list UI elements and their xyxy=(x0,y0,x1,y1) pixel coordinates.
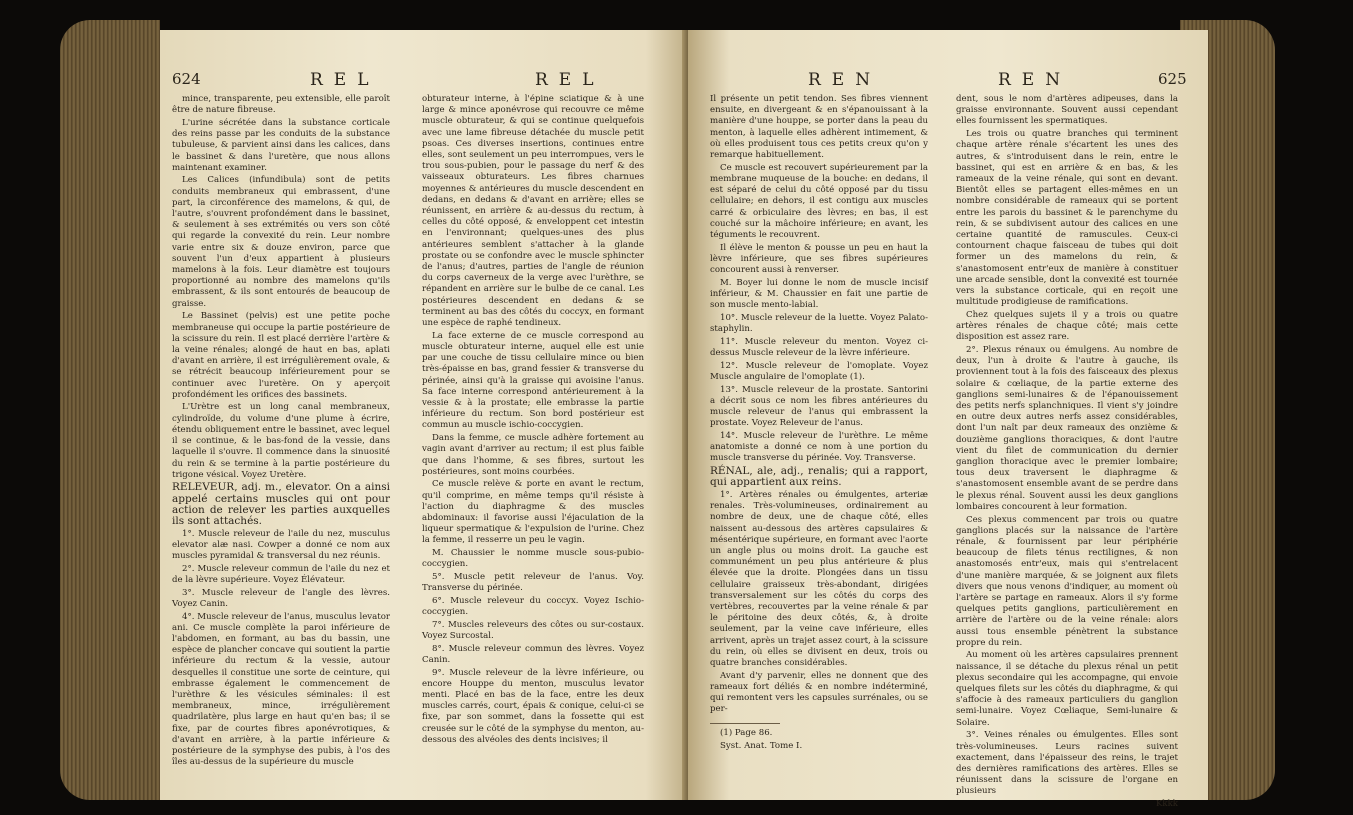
paragraph: dent, sous le nom d'artères adipeuses, dans la graisse environnante. Souvent aussi cependant elles fournissent les spermatiques. xyxy=(956,94,1178,127)
running-head-right-2: REN xyxy=(998,70,1072,90)
page-number-left: 624 xyxy=(172,70,201,88)
paragraph: Ce muscle relève & porte en avant le rectum, qu'il comprime, en même temps qu'il résiste à l'action du diaphragme & des muscles abdominaux: il favorise aussi l'éjaculation de la liqueur spermatique & l'expulsion de l'urine. Chez la femme, il resserre un peu le vagin. xyxy=(422,479,644,546)
paragraph: Chez quelques sujets il y a trois ou quatre artères rénales de chaque côté; mais cette disposition est assez rare. xyxy=(956,309,1178,343)
paragraph: L'urine sécrétée dans la substance corticale des reins passe par les conduits de la substance tubuleuse, & parvient ainsi dans les calices, dans le bassinet & dans l'uretère, que nous allons maintenant examiner. xyxy=(172,117,390,173)
right-page xyxy=(688,30,1208,810)
left-page-column-1 xyxy=(172,94,390,770)
list-item: 7°. Muscles releveurs des côtes ou sur-costaux. Voyez Surcostal. xyxy=(422,619,644,642)
list-item: 13°. Muscle releveur de la prostate. Santorini a décrit sous ce nom les fibres antérieures du muscle releveur de l'anus qui embrassent la prostate. Voyez Releveur de l'anus. xyxy=(710,384,928,429)
paragraph: Les Calices (infundibula) sont de petits conduits membraneux qui embrassent, d'une part, la circonférence des mamelons, & qui, de l'autre, s'ouvrent profondément dans le bassinet, & seulement à ses extrémités ou vers son côté qui regarde la convexité du rein. Leur nombre varie entre six & douze environ, parce que souvent l'un d'eux appartient à plusieurs mamelons à la fois. Leur diamètre est toujours proportionné au nombre des mamelons qu'ils embrassent, & ils sont entourés de beaucoup de graisse. xyxy=(172,175,390,309)
left-page-column-2 xyxy=(422,94,644,748)
paragraph: La face externe de ce muscle correspond au muscle obturateur interne, auquel elle est unie par une couche de tissu cellulaire mince ou bien très-épaisse en bas, grand fessier & transverse du périnée, ainsi qu'à la graisse qui avoisine l'anus. Sa face interne correspond antérieurement à la vessie & à la prostate; elle embrasse la partie inférieure du rectum. Son bord postérieur est commun au muscle ischio-coccygien. xyxy=(422,330,644,431)
paragraph: Dans la femme, ce muscle adhère fortement au vagin avant d'arriver au rectum; il est plus faible que dans l'homme, & ses fibres, surtout les postérieures, sont moins courbées. xyxy=(422,433,644,477)
list-item: 9°. Muscle releveur de la lèvre inférieure, ou encore Houppe du menton, musculus levator menti. Placé en bas de la face, entre les deux muscles carrés, court, épais & conique, celui-ci se fixe, par son sommet, dans la fossette qui est creusée sur le côté de la symphyse du menton, au-dessous des alvéoles des dents incisives; il xyxy=(422,667,644,745)
list-item: 2°. Muscle releveur commun de l'aile du nez et de la lèvre supérieure. Voyez Élévateur. xyxy=(172,563,390,586)
list-item: 2°. Plexus rénaux ou émulgens. Au nombre de deux, l'un à droite & l'autre à gauche, ils proviennent tout à la fois des faisceaux des plexus solaire & cœliaque, de la partie externe des ganglions semi-lunaires & de l'épanouissement des petits nerfs splanchniques. Il vient s'y joindre en outre deux autres nerfs assez considérables, dont l'un naît par deux rameaux des onzième & douzième ganglions thoraciques, & dont l'autre vient du filet de communication du dernier ganglion thoracique avec le premier lombaire; tous deux traversent le diaphragme & s'anastomosent ensemble avant de se perdre dans le plexus rénal. Souvent aussi les deux ganglions lombaires concourent à leur formation. xyxy=(956,344,1178,512)
list-item: 3°. Muscle releveur de l'angle des lèvres. Voyez Canin. xyxy=(172,587,390,609)
right-page-column-1 xyxy=(710,94,928,754)
paragraph: M. Chaussier le nomme muscle sous-pubio-coccygien. xyxy=(422,548,644,570)
list-item: 1°. Artères rénales ou émulgentes, arteriæ renales. Très-volumineuses, ordinairement au nombre de deux, une de chaque côté, elles naissent au-dessous des artères capsulaires & mésentérique supérieure, en formant avec l'aorte un angle plus ou moins droit. La gauche est communément un peu plus antérieure & plus élevée que la droite. Plongées dans un tissu cellulaire graisseux très-abondant, dirigées transversalement sur les côtés du corps des vertèbres, recouvertes par la veine rénale & par le péritoine des deux côtés, &, à droite seulement, par la veine cave inférieure, elles arrivent, après un trajet assez court, à la scissure du rein, où elles se divisent en deux, trois ou quatre branches considérables. xyxy=(710,489,928,668)
paragraph: mince, transparente, peu extensible, elle paroît être de nature fibreuse. xyxy=(172,94,390,116)
list-item: 11°. Muscle releveur du menton. Voyez ci-dessus Muscle releveur de la lèvre inférieure. xyxy=(710,336,928,358)
running-head-right-1: REN xyxy=(808,70,882,90)
paragraph: Il présente un petit tendon. Ses fibres viennent ensuite, en divergeant & en s'épanouissant à la manière d'une houppe, se porter dans la peau du menton, à laquelle elles adhèrent intimement, & où elles produisent tous ces petits creux qu'on y remarque habituellement. xyxy=(710,94,928,161)
footnote-source: Syst. Anat. Tome I. xyxy=(720,741,803,752)
page-number-right: 625 xyxy=(1158,70,1187,88)
paragraph: Le Bassinet (pelvis) est une petite poche membraneuse qui occupe la partie postérieure de la scissure du rein. Il est placé derrière l'artère & la veine rénales; alongé de haut en bas, aplati d'avant en arrière, il est irrégulièrement ovale, & se rétrécit beaucoup inférieurement pour se continuer avec l'uretère. On y aperçoit profondément les orifices des bassinets. xyxy=(172,311,390,400)
page-edges-left xyxy=(60,20,160,800)
list-item: 14°. Muscle releveur de l'urèthre. Le même anatomiste a donné ce nom à une portion du muscle transverse du périnée. Voy. Transverse. xyxy=(710,430,928,464)
signature-mark: Kkkk xyxy=(1155,799,1178,810)
entry-heading-releveur: RELEVEUR, adj. m., elevator. On a ainsi appelé certains muscles qui ont pour action de relever les parties auxquelles ils sont attachés. xyxy=(172,481,390,528)
list-item: 6°. Muscle releveur du coccyx. Voyez Ischio-coccygien. xyxy=(422,595,644,618)
list-item: 4°. Muscle releveur de l'anus, musculus levator ani. Ce muscle complète la paroi inférieure de l'abdomen, en formant, au bas du bassin, une espèce de plancher concave qui soutient la partie inférieure du rectum & la vessie, autour desquelles il constitue une sorte de ceinture, qui embrasse également le commencement de l'urèthre & les vésicules séminales: il est membraneux, mince, irrégulièrement quadrilatère, plus large en haut qu'en bas; il se fixe, par de courtes fibres aponévrotiques, & d'avant en arrière, à la partie inférieure & postérieure de la symphyse des pubis, à l'os des îles au-dessus de la supérieure du muscle xyxy=(172,611,390,768)
paragraph: Au moment où les artères capsulaires prennent naissance, il se détache du plexus rénal un petit plexus secondaire qui les accompagne, qui envoie quelques filets sur les côtés du diaphragme, & qui s'affocie à des rameaux particuliers du ganglion semi-lunaire. Voyez Cœliaque, Semi-lunaire & Solaire. xyxy=(956,650,1178,728)
list-item: 5°. Muscle petit releveur de l'anus. Voy. Transverse du périnée. xyxy=(422,572,644,594)
paragraph: Ce muscle est recouvert supérieurement par la membrane muqueuse de la bouche: en dedans, il est séparé de celui du côté opposé par du tissu cellulaire; en dehors, il est contigu aux muscles carré & orbiculaire des lèvres; en bas, il est couché sur la mâchoire inférieure; en avant, les téguments le recouvrent. xyxy=(710,162,928,240)
running-head-left-1: REL xyxy=(310,70,380,90)
paragraph: L'Urètre est un long canal membraneux, cylindroïde, du volume d'une plume à écrire, étendu obliquement entre le bassinet, avec lequel il se continue, & le bas-fond de la vessie, dans laquelle il s'ouvre. Il commence dans la sinuosité du rein & se termine à la partie postérieure du trigone vésical. Voyez Uretère. xyxy=(172,402,390,480)
entry-heading-renal: RÉNAL, ale, adj., renalis; qui a rapport, qui appartient aux reins. xyxy=(710,465,928,489)
right-page-column-2 xyxy=(956,94,1178,812)
running-head-left-2: REL xyxy=(535,70,605,90)
list-item: 8°. Muscle releveur commun des lèvres. Voyez Canin. xyxy=(422,643,644,665)
footnote: (1) Page 86. xyxy=(720,728,773,739)
list-item: 10°. Muscle releveur de la luette. Voyez Palato-staphylin. xyxy=(710,312,928,335)
paragraph: Ces plexus commencent par trois ou quatre ganglions placés sur la naissance de l'artère rénale, & fournissent par leur périphérie beaucoup de filets ténus rectilignes, & non anastomosés entr'eux, mais qui s'entrelacent d'une manière marquée, & se joignent aux filets divers que nous venons d'indiquer, au moment où l'artère se partage en rameaux. Alors il s'y forme quelques petits ganglions, particulièrement en arrière de l'artère ou de la veine rénale: alors aussi tous ensemble pénètrent la substance propre du rein. xyxy=(956,514,1178,648)
list-item: 3°. Veines rénales ou émulgentes. Elles sont très-volumineuses. Leurs racines suivent exactement, dans l'épaisseur des reins, le trajet des dernières ramifications des artères. Elles se réunissent dans la scissure de l'organe en plusieurs xyxy=(956,730,1178,797)
paragraph: obturateur interne, à l'épine sciatique & à une large & mince aponévrose qui recouvre ce même muscle obturateur, & qui se continue quelquefois avec une lame fibreuse détachée du muscle petit psoas. Ces diverses insertions, continues entre elles, sont seulement un peu interrompues, vers le trou sous-pubien, pour le passage du nerf & des vaisseaux obturateurs. Les fibres charnues moyennes & antérieures du muscle descendent en dedans, en dedans & d'avant en arrière; elles se réunissent, en arrière & au-dessus du rectum, à celles du côté opposé, & enveloppent cet intestin en l'environnant; quelques-unes des plus antérieures semblent s'attacher à la glande prostate ou se confondre avec le muscle sphincter de l'anus; d'autres, parties de l'angle de réunion du corps caverneux de la verge avec l'urèthre, se répandent en arrière sur le bulbe de ce canal. Les postérieures descendent en dedans & se terminent au bas des côtés du coccyx, en formant une espèce de raphé tendineux. xyxy=(422,94,644,329)
left-page xyxy=(160,30,688,800)
list-item: 1°. Muscle releveur de l'aile du nez, musculus elevator alæ nasi. Cowper a donné ce nom aux muscles pyramidal & transversal du nez réunis. xyxy=(172,528,390,562)
list-item: 12°. Muscle releveur de l'omoplate. Voyez Muscle angulaire de l'omoplate (1). xyxy=(710,360,928,382)
paragraph: Les trois ou quatre branches qui terminent chaque artère rénale s'écartent les unes des autres, & s'introduisent dans le rein, entre le bassinet, qui est en arrière & en bas, & les rameaux de la veine rénale, qui sont en devant. Bientôt elles se partagent elles-mêmes en un nombre considérable de rameaux qui se portent entre les parois du bassinet & le parenchyme du rein, & se subdivisent autour des calices en une certaine quantité de ramuscules. Ceux-ci contournent chaque faisceau de tubes qui doit former un des mamelons du rein, & s'anastomosent entr'eux de manière à constituer une arcade sensible, dont la convexité est tournée vers la substance corticale, qui en reçoit une multitude prodigieuse de ramifications. xyxy=(956,129,1178,308)
paragraph: M. Boyer lui donne le nom de muscle incisif inférieur, & M. Chaussier en fait une partie de son muscle mento-labial. xyxy=(710,277,928,311)
paragraph: Avant d'y parvenir, elles ne donnent que des rameaux fort déliés & en nombre indéterminé, qui remontent vers les capsules surrénales, ou se per- xyxy=(710,670,928,715)
paragraph: Il élève le menton & pousse un peu en haut la lèvre inférieure, que ses fibres supérieures concourent aussi à renverser. xyxy=(710,242,928,276)
